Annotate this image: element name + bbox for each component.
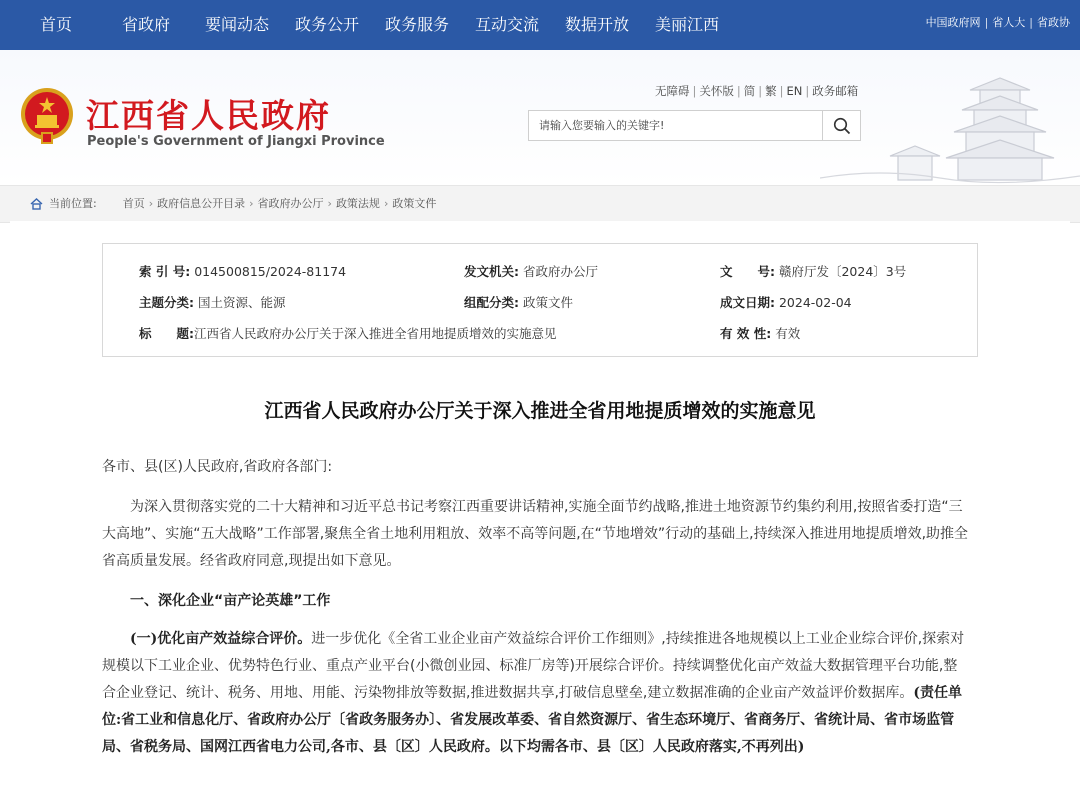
breadcrumb-item-office[interactable]: 省政府办公厅 <box>257 197 324 210</box>
nav-item-news[interactable]: 要闻动态 <box>205 15 270 34</box>
external-links: 中国政府网 | 省人大 | 省政协 <box>925 16 1070 29</box>
link-traditional[interactable]: 繁 <box>765 84 777 98</box>
meta-genre: 组配分类: 政策文件 <box>464 295 573 310</box>
paragraph-intro: 为深入贯彻落实党的二十大精神和习近平总书记考察江西重要讲话精神,实施全面节约战略,推进土地资源节约集约利用,按照省委打造“三大高地”、实施“五大战略”工作部署,聚焦全省土地利用粗放、效率不高等问题,在“节地增效”行动的基础上,持续深入推进用地提质增效,助推全省高质量发展。经省政府同意,现提出如下意见。 <box>102 499 969 569</box>
link-provincial-cppcc[interactable]: 省政协 <box>1037 16 1070 29</box>
breadcrumb-item-catalog[interactable]: 政府信息公开目录 <box>157 197 246 210</box>
meta-issuer: 发文机关: 省政府办公厅 <box>464 264 598 279</box>
site-subtitle: People's Government of Jiangxi Province <box>87 134 385 149</box>
home-icon <box>30 198 43 210</box>
chevron-right-icon: › <box>249 197 254 210</box>
search-input[interactable] <box>529 111 825 140</box>
subsection-title: (一)优化亩产效益综合评价。 <box>130 631 312 647</box>
breadcrumb-bar <box>0 185 1080 223</box>
national-emblem-icon <box>20 87 74 145</box>
nav-item-open-data[interactable]: 数据开放 <box>565 15 630 34</box>
section-heading-1: 一、深化企业“亩产论英雄”工作 <box>130 593 331 609</box>
site-header <box>0 50 1080 185</box>
meta-docno: 文 号: 赣府厅发〔2024〕3号 <box>720 264 907 279</box>
paragraph-section-1-1 <box>102 626 970 761</box>
top-navigation-bar <box>0 0 1080 50</box>
utility-links: 无障碍 | 关怀版 | 简 | 繁 | EN | 政务邮箱 <box>655 84 859 98</box>
nav-item-home[interactable]: 首页 <box>40 15 73 34</box>
link-china-gov[interactable]: 中国政府网 <box>925 16 981 29</box>
responsible-units: (责任单位:省工业和信息化厅、省政府办公厅〔省政务服务办〕、省发展改革委、省自然资源厅、省生态环境厅、省商务厅、省统计局、省市场监管局、省税务局、国网江西省电力公司,各市、县〔区〕人民政府。以下均需各市、县〔区〕人民政府落实,不再列出) <box>102 685 962 755</box>
meta-title: 标 题:江西省人民政府办公厅关于深入推进全省用地提质增效的实施意见 <box>139 326 557 341</box>
meta-topic: 主题分类: 国土资源、能源 <box>139 295 286 310</box>
link-simplified[interactable]: 简 <box>743 84 756 98</box>
breadcrumb-item-policy-docs[interactable]: 政策文件 <box>392 197 437 210</box>
chevron-right-icon: › <box>383 197 389 210</box>
search-box <box>528 110 861 141</box>
chevron-right-icon: › <box>327 197 332 210</box>
site-title[interactable]: 江西省人民政府 <box>86 96 331 135</box>
document-title: 江西省人民政府办公厅关于深入推进全省用地提质增效的实施意见 <box>264 400 816 422</box>
nav-item-beautiful-jiangxi[interactable]: 美丽江西 <box>655 15 720 34</box>
link-english[interactable]: EN <box>786 84 803 98</box>
breadcrumb <box>30 186 436 222</box>
meta-validity: 有 效 性: 有效 <box>720 326 801 341</box>
meta-date: 成文日期: 2024-02-04 <box>720 295 852 310</box>
nav-item-provincial-government[interactable]: 省政府 <box>122 15 171 34</box>
nav-item-interaction[interactable]: 互动交流 <box>475 15 540 34</box>
pavilion-illustration <box>820 50 1080 185</box>
breadcrumb-item-policy[interactable]: 政策法规 <box>335 197 380 210</box>
nav-item-services[interactable]: 政务服务 <box>385 15 450 34</box>
breadcrumb-label: 当前位置: <box>49 197 97 210</box>
link-accessibility[interactable]: 无障碍 <box>655 84 690 98</box>
salutation: 各市、县(区)人民政府,省政府各部门: <box>102 459 333 475</box>
nav-item-public-affairs[interactable]: 政务公开 <box>295 15 360 34</box>
meta-index: 索 引 号: 014500815/2024-81174 <box>139 264 347 279</box>
subsection-body: 进一步优化《全省工业企业亩产效益综合评价工作细则》,持续推进各地规模以上工业企业综合评价,探索对规模以下工业企业、优势特色行业、重点产业平台(小微创业园、标准厂房等)开展综合评价。持续调整优化亩产效益大数据管理平台功能,整合企业登记、统计、税务、用地、用能、污染物排放等数据,推进数据共享,打破信息壁垒,建立数据准确的企业亩产效益评价数据库。 <box>102 631 965 701</box>
link-provincial-congress[interactable]: 省人大 <box>992 16 1026 29</box>
chevron-right-icon: › <box>148 197 154 210</box>
breadcrumb-item-home[interactable]: 首页 <box>122 197 145 210</box>
document-metadata-box <box>102 243 978 357</box>
link-gov-mail[interactable]: 政务邮箱 <box>812 84 859 98</box>
link-care-mode[interactable]: 关怀版 <box>699 84 734 98</box>
